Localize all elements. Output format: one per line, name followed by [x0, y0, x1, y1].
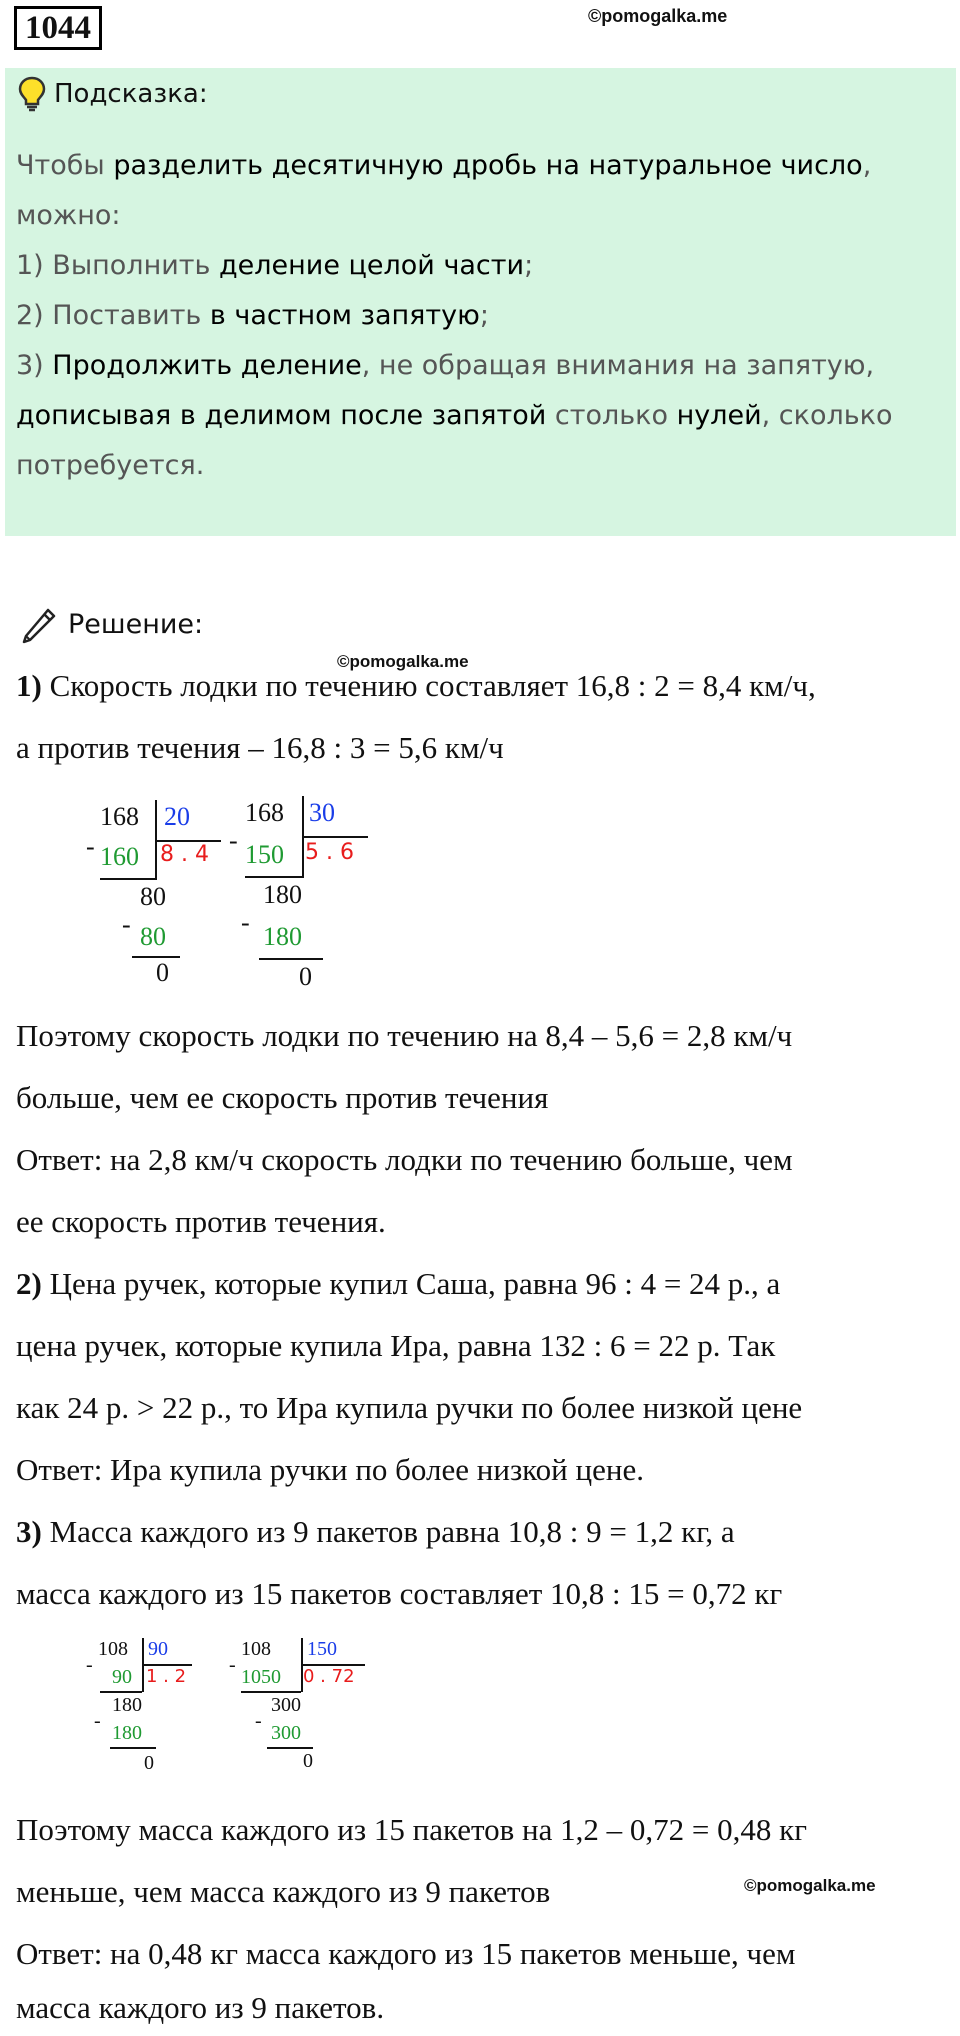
minus-sign: - — [122, 910, 131, 939]
part1-line-4: больше, чем ее скорость против течения — [16, 1080, 549, 1115]
divisor: 90 — [148, 1638, 168, 1660]
long-division-4 — [229, 1638, 371, 1798]
subtrahend-1: 150 — [245, 840, 284, 869]
long-division-3 — [86, 1638, 208, 1798]
long-division-2 — [229, 796, 375, 996]
subtrahend-1: 90 — [112, 1666, 132, 1688]
part2-line-2: цена ручек, которые купила Ира, равна 132 : 6 = 22 р. Так — [16, 1328, 776, 1363]
lightbulb-icon — [18, 76, 46, 112]
remainder-1: 80 — [140, 882, 166, 911]
pencil-icon — [18, 604, 58, 644]
minus-sign: - — [229, 1654, 236, 1676]
subtrahend-2: 300 — [271, 1722, 301, 1744]
watermark-middle: ©pomogalka.me — [337, 652, 469, 671]
hint-line-4: 2) Поставить в частном запятую; — [16, 300, 489, 331]
part2-line-3: как 24 р. > 22 р., то Ира купила ручки по более низкой цене — [16, 1390, 803, 1425]
subtraction-line — [100, 1691, 142, 1693]
subtrahend-1: 160 — [100, 842, 139, 871]
minus-sign: - — [241, 908, 250, 937]
part3-line-2: масса каждого из 15 пакетов составляет 10,8 : 15 = 0,72 кг — [16, 1576, 783, 1611]
subtraction-line — [110, 1747, 156, 1749]
dividend: 108 — [98, 1638, 128, 1660]
solution-title-text: Решение: — [68, 608, 204, 640]
part1-line-2: а против течения – 16,8 : 3 = 5,6 км/ч — [16, 730, 504, 765]
part1-line-1: 1) Скорость лодки по течению составляет 16,8 : 2 = 8,4 км/ч, — [16, 668, 816, 703]
quotient-line — [157, 840, 221, 842]
quotient: 8 . 4 — [160, 842, 209, 867]
quotient-line — [304, 836, 368, 838]
part3-line-1: 3) Масса каждого из 9 пакетов равна 10,8 : 9 = 1,2 кг, а — [16, 1514, 735, 1549]
part3-answer-line-2: масса каждого из 9 пакетов. — [16, 1990, 385, 2025]
quotient: 1 . 2 — [146, 1666, 187, 1687]
dividend: 168 — [245, 798, 284, 827]
task-number: 1044 — [14, 6, 102, 50]
quotient-line — [303, 1664, 365, 1666]
hint-title — [18, 76, 208, 112]
subtraction-line — [245, 876, 303, 878]
minus-sign: - — [255, 1710, 262, 1732]
quotient-line — [144, 1664, 192, 1666]
remainder-final: 0 — [156, 958, 169, 987]
hint-line-2: можно: — [16, 200, 121, 231]
subtraction-line — [241, 1691, 301, 1693]
hint-line-5: 3) Продолжить деление, не обращая внимания на запятую, — [16, 350, 875, 381]
part2-answer: Ответ: Ира купила ручки по более низкой цене. — [16, 1452, 644, 1487]
part3-answer-line-1: Ответ: на 0,48 кг масса каждого из 15 пакетов меньше, чем — [16, 1936, 796, 1971]
dividend: 168 — [100, 802, 139, 831]
divisor: 30 — [309, 798, 335, 827]
remainder-1: 300 — [271, 1694, 301, 1716]
watermark-top: ©pomogalka.me — [588, 6, 728, 26]
minus-sign: - — [94, 1710, 101, 1732]
subtrahend-2: 80 — [140, 922, 166, 951]
hint-line-6: дописывая в делимом после запятой столько нулей, сколько — [16, 400, 893, 431]
solution-title — [18, 604, 203, 644]
hint-line-7: потребуется. — [16, 450, 205, 481]
quotient: 5 . 6 — [305, 840, 354, 865]
watermark-bottom: ©pomogalka.me — [744, 1876, 876, 1895]
remainder-final: 0 — [299, 962, 312, 991]
part1-answer-line-2: ее скорость против течения. — [16, 1204, 386, 1239]
hint-body — [16, 141, 946, 491]
part3-line-3: Поэтому масса каждого из 15 пакетов на 1,2 – 0,72 = 0,48 кг — [16, 1812, 807, 1847]
remainder-1: 180 — [263, 880, 302, 909]
quotient: 0 . 72 — [303, 1666, 355, 1687]
subtrahend-2: 180 — [263, 922, 302, 951]
remainder-1: 180 — [112, 1694, 142, 1716]
subtraction-line — [267, 1747, 313, 1749]
hint-title-text: Подсказка: — [54, 79, 208, 109]
subtrahend-1: 1050 — [241, 1666, 281, 1688]
part1-line-3: Поэтому скорость лодки по течению на 8,4 – 5,6 = 2,8 км/ч — [16, 1018, 793, 1053]
subtraction-line — [259, 958, 323, 960]
part1-answer-line-1: Ответ: на 2,8 км/ч скорость лодки по течению больше, чем — [16, 1142, 793, 1177]
part3-line-4: меньше, чем масса каждого из 9 пакетов — [16, 1874, 551, 1909]
remainder-final: 0 — [303, 1750, 313, 1772]
minus-sign: - — [86, 1654, 93, 1676]
minus-sign: - — [229, 826, 238, 855]
long-division-1 — [86, 800, 230, 1000]
minus-sign: - — [86, 832, 95, 861]
hint-line-1: Чтобы разделить десятичную дробь на натуральное число, — [16, 150, 872, 181]
subtrahend-2: 180 — [112, 1722, 142, 1744]
part2-line-1: 2) Цена ручек, которые купил Саша, равна 96 : 4 = 24 р., а — [16, 1266, 781, 1301]
remainder-final: 0 — [144, 1752, 154, 1774]
divisor: 20 — [164, 802, 190, 831]
subtraction-line — [100, 878, 156, 880]
hint-line-3: 1) Выполнить деление целой части; — [16, 250, 534, 281]
divisor: 150 — [307, 1638, 337, 1660]
dividend: 108 — [241, 1638, 271, 1660]
